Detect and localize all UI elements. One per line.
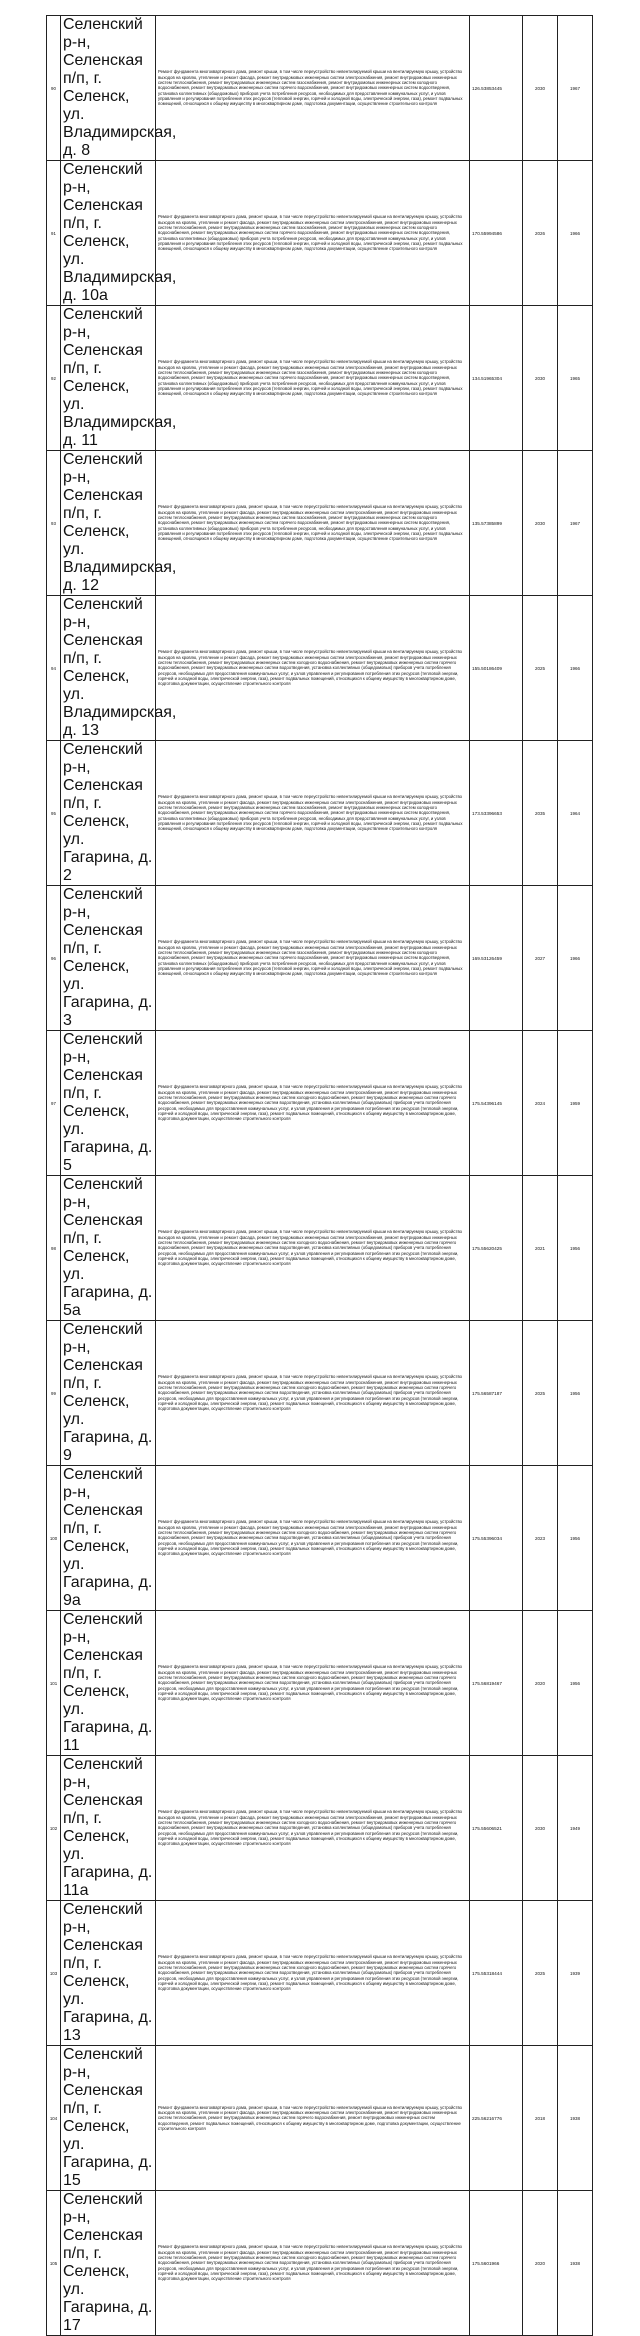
year-cell: 2024 bbox=[523, 1031, 558, 1176]
address-cell: Селенский р-н, Селенская п/п, г. Селенск, ул. Гагарина, д. 5а bbox=[61, 1176, 156, 1321]
row-number: 99 bbox=[47, 1321, 61, 1466]
works-cell: Ремонт фундамента многоквартирного дома, ремонт крыши, в том числе переустройство невентилируемой крыши на вентилируемую крышу, устройство выходов на кровлю, утепление и ремонт фасада, ремонт внутридомовых инженерных систем электроснабжения, ремонт внутридомовых инженерных систем теплоснабжения, ремонт внутридомовых инженерных систем холодного водоснабжения, ремонт внутридомовых инженерных систем горячего водоснабжения, ремонт внутридомовых инженерных систем водоотведения, установка коллективных (общедомовых) приборов учета потребления ресурсов, необходимых для предоставления коммунальных услуг, и узлов управления и регулирования потребления этих ресурсов (тепловой энергии, горячей и холодной воды, электрической энергии, газа), ремонт подвальных помещений, относящихся к общему имуществу в многоквартирном доме, подготовка документации, осуществление строительного контроля bbox=[156, 596, 470, 741]
year-cell: 2018 bbox=[523, 2046, 558, 2191]
works-cell: Ремонт фундамента многоквартирного дома, ремонт крыши, в том числе переустройство невентилируемой крыши на вентилируемую крышу, устройство выходов на кровлю, утепление и ремонт фасада, ремонт внутридомовых инженерных систем электроснабжения, ремонт внутридомовых инженерных систем теплоснабжения, ремонт внутридомовых инженерных систем холодного водоснабжения, ремонт внутридомовых инженерных систем горячего водоснабжения, ремонт внутридомовых инженерных систем водоотведения, установка коллективных (общедомовых) приборов учета потребления ресурсов, необходимых для предоставления коммунальных услуг, и узлов управления и регулирования потребления этих ресурсов (тепловой энергии, горячей и холодной воды, электрической энергии, газа), ремонт подвальных помещений, относящихся к общему имуществу в многоквартирном доме, подготовка документации, осуществление строительного контроля bbox=[156, 1321, 470, 1466]
cost-cell: 134.51965304 bbox=[470, 306, 523, 451]
built-year-cell: 1938 bbox=[558, 2046, 593, 2191]
year-cell: 2025 bbox=[523, 1901, 558, 2046]
built-year-cell: 1965 bbox=[558, 306, 593, 451]
row-number: 103 bbox=[47, 1901, 61, 2046]
built-year-cell: 1959 bbox=[558, 1031, 593, 1176]
works-cell: Ремонт фундамента многоквартирного дома, ремонт крыши, в том числе переустройство невентилируемой крыши на вентилируемую крышу, устройство выходов на кровлю, утепление и ремонт фасада, ремонт внутридомовых инженерных систем электроснабжения, ремонт внутридомовых инженерных систем теплоснабжения, ремонт внутридомовых инженерных систем горячего водоснабжения, ремонт внутридомовых инженерных систем водоотведения, ремонт подвальных помещений, относящихся к общему имуществу в многоквартирном доме, подготовка документации, осуществление строительного контроля bbox=[156, 2046, 470, 2191]
address-cell: Селенский р-н, Селенская п/п, г. Селенск, ул. Гагарина, д. 15 bbox=[61, 2046, 156, 2191]
works-cell: Ремонт фундамента многоквартирного дома, ремонт крыши, в том числе переустройство невентилируемой крыши на вентилируемую крышу, устройство выходов на кровлю, утепление и ремонт фасада, ремонт внутридомовых инженерных систем электроснабжения, ремонт внутридомовых инженерных систем теплоснабжения, ремонт внутридомовых инженерных систем холодного водоснабжения, ремонт внутридомовых инженерных систем горячего водоснабжения, ремонт внутридомовых инженерных систем водоотведения, установка коллективных (общедомовых) приборов учета потребления ресурсов, необходимых для предоставления коммунальных услуг, и узлов управления и регулирования потребления этих ресурсов (тепловой энергии, горячей и холодной воды, электрической энергии, газа), ремонт подвальных помещений, относящихся к общему имуществу в многоквартирном доме, подготовка документации, осуществление строительного контроля bbox=[156, 1176, 470, 1321]
table-row bbox=[47, 2191, 593, 2336]
built-year-cell: 1966 bbox=[558, 161, 593, 306]
row-number: 95 bbox=[47, 741, 61, 886]
address-cell: Селенский р-н, Селенская п/п, г. Селенск, ул. Гагарина, д. 11а bbox=[61, 1756, 156, 1901]
built-year-cell: 1966 bbox=[558, 596, 593, 741]
built-year-cell: 1966 bbox=[558, 886, 593, 1031]
built-year-cell: 1956 bbox=[558, 1611, 593, 1756]
table-row bbox=[47, 1031, 593, 1176]
year-cell: 2020 bbox=[523, 1611, 558, 1756]
year-cell: 2021 bbox=[523, 1176, 558, 1321]
cost-cell: 126.53853445 bbox=[470, 16, 523, 161]
table-row bbox=[47, 451, 593, 596]
row-number: 93 bbox=[47, 451, 61, 596]
built-year-cell: 1938 bbox=[558, 2191, 593, 2336]
cost-cell: 175.55318444 bbox=[470, 1901, 523, 2046]
row-number: 105 bbox=[47, 2191, 61, 2336]
table-row bbox=[47, 741, 593, 886]
cost-cell: 175.5601966 bbox=[470, 2191, 523, 2336]
cost-cell: 175.55606521 bbox=[470, 1756, 523, 1901]
works-cell: Ремонт фундамента многоквартирного дома, ремонт крыши, в том числе переустройство невентилируемой крыши на вентилируемую крышу, устройство выходов на кровлю, утепление и ремонт фасада, ремонт внутридомовых инженерных систем электроснабжения, ремонт внутридомовых инженерных систем теплоснабжения, ремонт внутридомовых инженерных систем газоснабжения, ремонт внутридомовых инженерных систем холодного водоснабжения, ремонт внутридомовых инженерных систем горячего водоснабжения, ремонт внутридомовых инженерных систем водоотведения, установка коллективных (общедомовых) приборов учета потребления ресурсов, необходимых для предоставления коммунальных услуг, и узлов управления и регулирования потребления этих ресурсов (тепловой энергии, горячей и холодной воды, электрической энергии, газа), ремонт подвальных помещений, относящихся к общему имуществу в многоквартирном доме, подготовка документации, осуществление строительного контроля bbox=[156, 306, 470, 451]
year-cell: 2030 bbox=[523, 451, 558, 596]
table-row bbox=[47, 2046, 593, 2191]
works-cell: Ремонт фундамента многоквартирного дома, ремонт крыши, в том числе переустройство невентилируемой крыши на вентилируемую крышу, устройство выходов на кровлю, утепление и ремонт фасада, ремонт внутридомовых инженерных систем электроснабжения, ремонт внутридомовых инженерных систем теплоснабжения, ремонт внутридомовых инженерных систем газоснабжения, ремонт внутридомовых инженерных систем холодного водоснабжения, ремонт внутридомовых инженерных систем горячего водоснабжения, ремонт внутридомовых инженерных систем водоотведения, установка коллективных (общедомовых) приборов учета потребления ресурсов, необходимых для предоставления коммунальных услуг, и узлов управления и регулирования потребления этих ресурсов (тепловой энергии, горячей и холодной воды, электрической энергии, газа), ремонт подвальных помещений, относящихся к общему имуществу в многоквартирном доме, подготовка документации, осуществление строительного контроля bbox=[156, 451, 470, 596]
address-cell: Селенский р-н, Селенская п/п, г. Селенск, ул. Владимирская, д. 13 bbox=[61, 596, 156, 741]
year-cell: 2027 bbox=[523, 886, 558, 1031]
built-year-cell: 1939 bbox=[558, 1901, 593, 2046]
works-cell: Ремонт фундамента многоквартирного дома, ремонт крыши, в том числе переустройство невентилируемой крыши на вентилируемую крышу, устройство выходов на кровлю, утепление и ремонт фасада, ремонт внутридомовых инженерных систем электроснабжения, ремонт внутридомовых инженерных систем теплоснабжения, ремонт внутридомовых инженерных систем холодного водоснабжения, ремонт внутридомовых инженерных систем горячего водоснабжения, ремонт внутридомовых инженерных систем водоотведения, установка коллективных (общедомовых) приборов учета потребления ресурсов, необходимых для предоставления коммунальных услуг, и узлов управления и регулирования потребления этих ресурсов (тепловой энергии, горячей и холодной воды, электрической энергии, газа), ремонт подвальных помещений, относящихся к общему имуществу в многоквартирном доме, подготовка документации, осуществление строительного контроля bbox=[156, 1031, 470, 1176]
built-year-cell: 1967 bbox=[558, 16, 593, 161]
works-cell: Ремонт фундамента многоквартирного дома, ремонт крыши, в том числе переустройство невентилируемой крыши на вентилируемую крышу, устройство выходов на кровлю, утепление и ремонт фасада, ремонт внутридомовых инженерных систем электроснабжения, ремонт внутридомовых инженерных систем теплоснабжения, ремонт внутридомовых инженерных систем газоснабжения, ремонт внутридомовых инженерных систем холодного водоснабжения, ремонт внутридомовых инженерных систем горячего водоснабжения, ремонт внутридомовых инженерных систем водоотведения, установка коллективных (общедомовых) приборов учета потребления ресурсов, необходимых для предоставления коммунальных услуг, и узлов управления и регулирования потребления этих ресурсов (тепловой энергии, горячей и холодной воды, электрической энергии, газа), ремонт подвальных помещений, относящихся к общему имуществу в многоквартирном доме, подготовка документации, осуществление строительного контроля bbox=[156, 161, 470, 306]
works-cell: Ремонт фундамента многоквартирного дома, ремонт крыши, в том числе переустройство невентилируемой крыши на вентилируемую крышу, устройство выходов на кровлю, утепление и ремонт фасада, ремонт внутридомовых инженерных систем электроснабжения, ремонт внутридомовых инженерных систем теплоснабжения, ремонт внутридомовых инженерных систем холодного водоснабжения, ремонт внутридомовых инженерных систем горячего водоснабжения, ремонт внутридомовых инженерных систем водоотведения, установка коллективных (общедомовых) приборов учета потребления ресурсов, необходимых для предоставления коммунальных услуг, и узлов управления и регулирования потребления этих ресурсов (тепловой энергии, горячей и холодной воды, электрической энергии, газа), ремонт подвальных помещений, относящихся к общему имуществу в многоквартирном доме, подготовка документации, осуществление строительного контроля bbox=[156, 2191, 470, 2336]
row-number: 101 bbox=[47, 1611, 61, 1756]
built-year-cell: 1956 bbox=[558, 1466, 593, 1611]
year-cell: 2023 bbox=[523, 1466, 558, 1611]
row-number: 100 bbox=[47, 1466, 61, 1611]
address-cell: Селенский р-н, Селенская п/п, г. Селенск, ул. Гагарина, д. 11 bbox=[61, 1611, 156, 1756]
table-row bbox=[47, 1466, 593, 1611]
cost-cell: 175.54396145 bbox=[470, 1031, 523, 1176]
year-cell: 2026 bbox=[523, 161, 558, 306]
year-cell: 2030 bbox=[523, 16, 558, 161]
table-row bbox=[47, 1321, 593, 1466]
year-cell: 2025 bbox=[523, 596, 558, 741]
year-cell: 2020 bbox=[523, 2191, 558, 2336]
table-row bbox=[47, 1611, 593, 1756]
row-number: 94 bbox=[47, 596, 61, 741]
address-cell: Селенский р-н, Селенская п/п, г. Селенск, ул. Гагарина, д. 9а bbox=[61, 1466, 156, 1611]
table-row bbox=[47, 886, 593, 1031]
built-year-cell: 1964 bbox=[558, 741, 593, 886]
works-cell: Ремонт фундамента многоквартирного дома, ремонт крыши, в том числе переустройство невентилируемой крыши на вентилируемую крышу, устройство выходов на кровлю, утепление и ремонт фасада, ремонт внутридомовых инженерных систем электроснабжения, ремонт внутридомовых инженерных систем теплоснабжения, ремонт внутридомовых инженерных систем газоснабжения, ремонт внутридомовых инженерных систем холодного водоснабжения, ремонт внутридомовых инженерных систем горячего водоснабжения, ремонт внутридомовых инженерных систем водоотведения, установка коллективных (общедомовых) приборов учета потребления ресурсов, необходимых для предоставления коммунальных услуг, и узлов управления и регулирования потребления этих ресурсов (тепловой энергии, горячей и холодной воды, электрической энергии, газа), ремонт подвальных помещений, относящихся к общему имуществу в многоквартирном доме, подготовка документации, осуществление строительного контроля bbox=[156, 886, 470, 1031]
year-cell: 2030 bbox=[523, 306, 558, 451]
works-cell: Ремонт фундамента многоквартирного дома, ремонт крыши, в том числе переустройство невентилируемой крыши на вентилируемую крышу, устройство выходов на кровлю, утепление и ремонт фасада, ремонт внутридомовых инженерных систем электроснабжения, ремонт внутридомовых инженерных систем теплоснабжения, ремонт внутридомовых инженерных систем холодного водоснабжения, ремонт внутридомовых инженерных систем горячего водоснабжения, ремонт внутридомовых инженерных систем водоотведения, установка коллективных (общедомовых) приборов учета потребления ресурсов, необходимых для предоставления коммунальных услуг, и узлов управления и регулирования потребления этих ресурсов (тепловой энергии, горячей и холодной воды, электрической энергии, газа), ремонт подвальных помещений, относящихся к общему имуществу в многоквартирном доме, подготовка документации, осуществление строительного контроля bbox=[156, 1756, 470, 1901]
row-number: 97 bbox=[47, 1031, 61, 1176]
row-number: 91 bbox=[47, 161, 61, 306]
cost-cell: 169.53126459 bbox=[470, 886, 523, 1031]
cost-cell: 175.56819467 bbox=[470, 1611, 523, 1756]
works-cell: Ремонт фундамента многоквартирного дома, ремонт крыши, в том числе переустройство невентилируемой крыши на вентилируемую крышу, устройство выходов на кровлю, утепление и ремонт фасада, ремонт внутридомовых инженерных систем электроснабжения, ремонт внутридомовых инженерных систем теплоснабжения, ремонт внутридомовых инженерных систем холодного водоснабжения, ремонт внутридомовых инженерных систем горячего водоснабжения, ремонт внутридомовых инженерных систем водоотведения, установка коллективных (общедомовых) приборов учета потребления ресурсов, необходимых для предоставления коммунальных услуг, и узлов управления и регулирования потребления этих ресурсов (тепловой энергии, горячей и холодной воды, электрической энергии, газа), ремонт подвальных помещений, относящихся к общему имуществу в многоквартирном доме, подготовка документации, осуществление строительного контроля bbox=[156, 1901, 470, 2046]
cost-cell: 155.50186409 bbox=[470, 596, 523, 741]
table-row bbox=[47, 161, 593, 306]
year-cell: 2030 bbox=[523, 1756, 558, 1901]
cost-cell: 225.56216776 bbox=[470, 2046, 523, 2191]
works-cell: Ремонт фундамента многоквартирного дома, ремонт крыши, в том числе переустройство невентилируемой крыши на вентилируемую крышу, устройство выходов на кровлю, утепление и ремонт фасада, ремонт внутридомовых инженерных систем электроснабжения, ремонт внутридомовых инженерных систем теплоснабжения, ремонт внутридомовых инженерных систем газоснабжения, ремонт внутридомовых инженерных систем холодного водоснабжения, ремонт внутридомовых инженерных систем горячего водоснабжения, ремонт внутридомовых инженерных систем водоотведения, установка коллективных (общедомовых) приборов учета потребления ресурсов, необходимых для предоставления коммунальных услуг, и узлов управления и регулирования потребления этих ресурсов (тепловой энергии, горячей и холодной воды, электрической энергии, газа), ремонт подвальных помещений, относящихся к общему имуществу в многоквартирном доме, подготовка документации, осуществление строительного контроля bbox=[156, 741, 470, 886]
address-cell: Селенский р-н, Селенская п/п, г. Селенск, ул. Владимирская, д. 8 bbox=[61, 16, 156, 161]
table-row bbox=[47, 1756, 593, 1901]
row-number: 102 bbox=[47, 1756, 61, 1901]
built-year-cell: 1949 bbox=[558, 1756, 593, 1901]
row-number: 92 bbox=[47, 306, 61, 451]
row-number: 90 bbox=[47, 16, 61, 161]
table-row bbox=[47, 596, 593, 741]
works-cell: Ремонт фундамента многоквартирного дома, ремонт крыши, в том числе переустройство невентилируемой крыши на вентилируемую крышу, устройство выходов на кровлю, утепление и ремонт фасада, ремонт внутридомовых инженерных систем электроснабжения, ремонт внутридомовых инженерных систем теплоснабжения, ремонт внутридомовых инженерных систем холодного водоснабжения, ремонт внутридомовых инженерных систем горячего водоснабжения, ремонт внутридомовых инженерных систем водоотведения, установка коллективных (общедомовых) приборов учета потребления ресурсов, необходимых для предоставления коммунальных услуг, и узлов управления и регулирования потребления этих ресурсов (тепловой энергии, горячей и холодной воды, электрической энергии, газа), ремонт подвальных помещений, относящихся к общему имуществу в многоквартирном доме, подготовка документации, осуществление строительного контроля bbox=[156, 1611, 470, 1756]
built-year-cell: 1956 bbox=[558, 1176, 593, 1321]
table-body bbox=[47, 16, 593, 2336]
year-cell: 2035 bbox=[523, 741, 558, 886]
year-cell: 2025 bbox=[523, 1321, 558, 1466]
repair-program-table bbox=[46, 15, 593, 2336]
table-row bbox=[47, 306, 593, 451]
table-row bbox=[47, 16, 593, 161]
works-cell: Ремонт фундамента многоквартирного дома, ремонт крыши, в том числе переустройство невентилируемой крыши на вентилируемую крышу, устройство выходов на кровлю, утепление и ремонт фасада, ремонт внутридомовых инженерных систем электроснабжения, ремонт внутридомовых инженерных систем теплоснабжения, ремонт внутридомовых инженерных систем холодного водоснабжения, ремонт внутридомовых инженерных систем горячего водоснабжения, ремонт внутридомовых инженерных систем водоотведения, установка коллективных (общедомовых) приборов учета потребления ресурсов, необходимых для предоставления коммунальных услуг, и узлов управления и регулирования потребления этих ресурсов (тепловой энергии, горячей и холодной воды, электрической энергии, газа), ремонт подвальных помещений, относящихся к общему имуществу в многоквартирном доме, подготовка документации, осуществление строительного контроля bbox=[156, 1466, 470, 1611]
row-number: 104 bbox=[47, 2046, 61, 2191]
address-cell: Селенский р-н, Селенская п/п, г. Селенск, ул. Гагарина, д. 17 bbox=[61, 2191, 156, 2336]
address-cell: Селенский р-н, Селенская п/п, г. Селенск, ул. Владимирская, д. 12 bbox=[61, 451, 156, 596]
table-row bbox=[47, 1901, 593, 2046]
row-number: 96 bbox=[47, 886, 61, 1031]
cost-cell: 175.55396034 bbox=[470, 1466, 523, 1611]
cost-cell: 135.57385899 bbox=[470, 451, 523, 596]
table-row bbox=[47, 1176, 593, 1321]
cost-cell: 175.55620425 bbox=[470, 1176, 523, 1321]
register-page bbox=[46, 15, 592, 2336]
address-cell: Селенский р-н, Селенская п/п, г. Селенск, ул. Гагарина, д. 13 bbox=[61, 1901, 156, 2046]
address-cell: Селенский р-н, Селенская п/п, г. Селенск, ул. Владимирская, д. 11 bbox=[61, 306, 156, 451]
cost-cell: 173.53396653 bbox=[470, 741, 523, 886]
address-cell: Селенский р-н, Селенская п/п, г. Селенск, ул. Гагарина, д. 5 bbox=[61, 1031, 156, 1176]
address-cell: Селенский р-н, Селенская п/п, г. Селенск, ул. Владимирская, д. 10а bbox=[61, 161, 156, 306]
cost-cell: 170.55994586 bbox=[470, 161, 523, 306]
address-cell: Селенский р-н, Селенская п/п, г. Селенск, ул. Гагарина, д. 3 bbox=[61, 886, 156, 1031]
address-cell: Селенский р-н, Селенская п/п, г. Селенск, ул. Гагарина, д. 9 bbox=[61, 1321, 156, 1466]
cost-cell: 175.56587187 bbox=[470, 1321, 523, 1466]
built-year-cell: 1956 bbox=[558, 1321, 593, 1466]
works-cell: Ремонт фундамента многоквартирного дома, ремонт крыши, в том числе переустройство невентилируемой крыши на вентилируемую крышу, устройство выходов на кровлю, утепление и ремонт фасада, ремонт внутридомовых инженерных систем электроснабжения, ремонт внутридомовых инженерных систем теплоснабжения, ремонт внутридомовых инженерных систем газоснабжения, ремонт внутридомовых инженерных систем холодного водоснабжения, ремонт внутридомовых инженерных систем горячего водоснабжения, ремонт внутридомовых инженерных систем водоотведения, установка коллективных (общедомовых) приборов учета потребления ресурсов, необходимых для предоставления коммунальных услуг, и узлов управления и регулирования потребления этих ресурсов (тепловой энергии, горячей и холодной воды, электрической энергии, газа), ремонт подвальных помещений, относящихся к общему имуществу в многоквартирном доме, подготовка документации, осуществление строительного контроля bbox=[156, 16, 470, 161]
address-cell: Селенский р-н, Селенская п/п, г. Селенск, ул. Гагарина, д. 2 bbox=[61, 741, 156, 886]
row-number: 98 bbox=[47, 1176, 61, 1321]
built-year-cell: 1967 bbox=[558, 451, 593, 596]
